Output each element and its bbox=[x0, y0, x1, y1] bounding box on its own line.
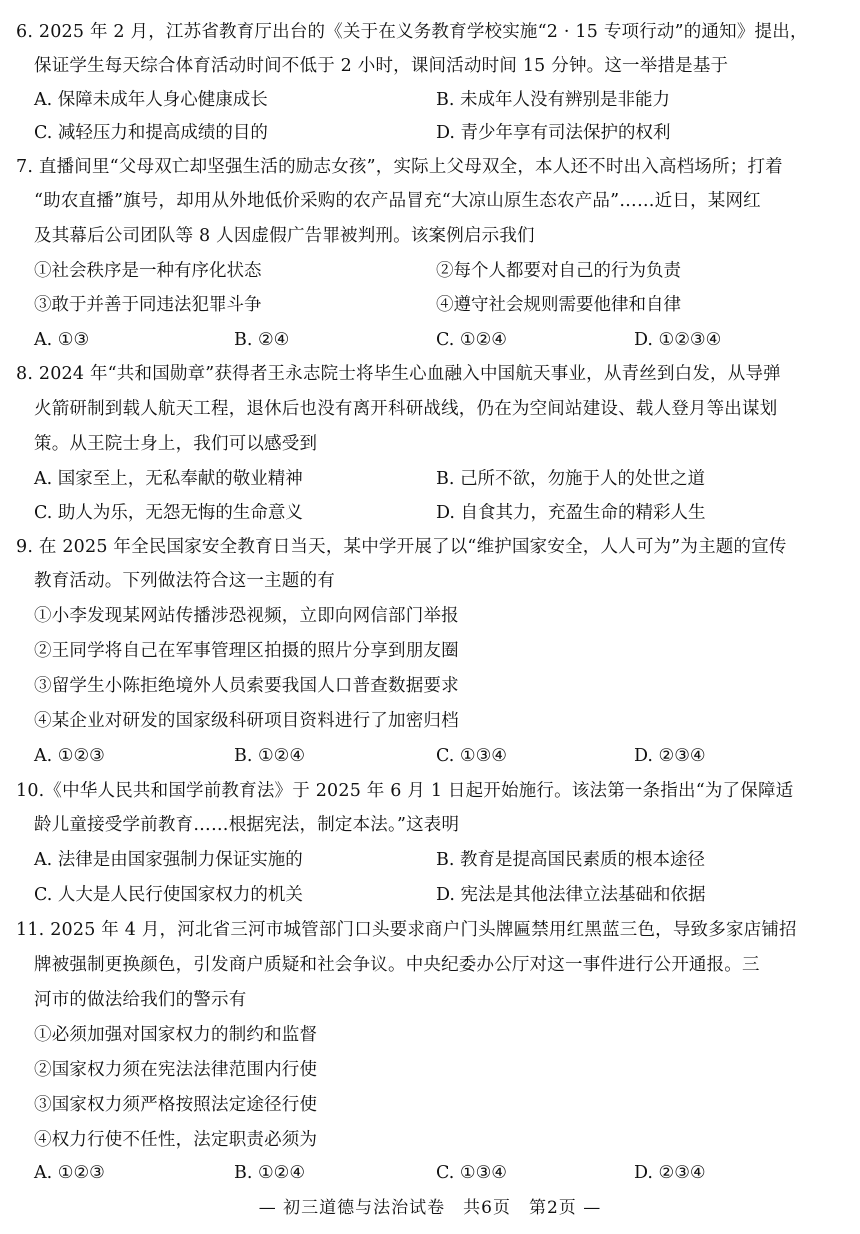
question-11-stem-line-3: 河市的做法给我们的警示有 bbox=[34, 990, 247, 1010]
option-a: A. 保障未成年人身心健康成长 bbox=[34, 90, 268, 110]
question-7-statements-row-2 bbox=[34, 290, 846, 320]
option-b: B. 教育是提高国民素质的根本途径 bbox=[436, 850, 705, 870]
option-c: C. 助人为乐，无怨无悔的生命意义 bbox=[34, 503, 303, 523]
option-c: C. 人大是人民行使国家权力的机关 bbox=[34, 885, 303, 905]
option-a: A. 法律是由国家强制力保证实施的 bbox=[34, 850, 303, 870]
question-7-stem-line-3: 及其幕后公司团队等 8 人因虚假广告罪被判刑。该案例启示我们 bbox=[34, 226, 535, 246]
statement-3: ③国家权力须严格按照法定途径行使 bbox=[34, 1095, 318, 1115]
question-8-stem-line-2: 火箭研制到载人航天工程，退休后也没有离开科研战线，仍在为空间站建设、载人登月等出谋划 bbox=[34, 399, 778, 419]
question-6-options-row-2 bbox=[34, 118, 846, 148]
statement-3: ③留学生小陈拒绝境外人员索要我国人口普查数据要求 bbox=[34, 676, 459, 696]
statement-2: ②每个人都要对自己的行为负责 bbox=[436, 261, 681, 281]
option-c: C. ①③④ bbox=[436, 1163, 507, 1183]
question-6-stem-line-1: 6. 2025 年 2 月，江苏省教育厅出台的《关于在义务教育学校实施“2 · 15 专项行动”的通知》提出， bbox=[16, 22, 808, 42]
question-7-stem-line-2: “助农直播”旗号，却用从外地低价采购的农产品冒充“大凉山原生态农产品”……近日，某网红 bbox=[34, 191, 761, 211]
option-d: D. 青少年享有司法保护的权利 bbox=[436, 123, 671, 143]
option-a: A. 国家至上，无私奉献的敬业精神 bbox=[34, 469, 303, 489]
statement-1: ①必须加强对国家权力的制约和监督 bbox=[34, 1025, 318, 1045]
question-9-stem-line-2: 教育活动。下列做法符合这一主题的有 bbox=[34, 571, 335, 591]
question-10-stem-line-1: 10.《中华人民共和国学前教育法》于 2025 年 6 月 1 日起开始施行。该法第一条指出“为了保障适 bbox=[16, 781, 794, 801]
option-b: B. 未成年人没有辨别是非能力 bbox=[436, 90, 670, 110]
page-footer: — 初三道德与法治试卷 共6页 第2页 — bbox=[258, 1198, 602, 1218]
question-9-stem-line-1: 9. 在 2025 年全民国家安全教育日当天，某中学开展了以“维护国家安全，人人可为”为主题的宣传 bbox=[16, 537, 787, 557]
statement-2: ②王同学将自己在军事管理区拍摄的照片分享到朋友圈 bbox=[34, 641, 459, 661]
option-d: D. ①②③④ bbox=[634, 330, 722, 350]
option-d: D. ②③④ bbox=[634, 746, 706, 766]
option-b: B. ②④ bbox=[234, 330, 290, 350]
question-7-statements-row-1 bbox=[34, 256, 846, 286]
question-10-options-row-1 bbox=[34, 845, 846, 875]
question-7-options-row bbox=[34, 325, 846, 355]
statement-1: ①社会秩序是一种有序化状态 bbox=[34, 261, 262, 281]
statement-1: ①小李发现某网站传播涉恐视频，立即向网信部门举报 bbox=[34, 606, 459, 626]
question-8-options-row-2 bbox=[34, 498, 846, 528]
question-11-stem-line-2: 牌被强制更换颜色，引发商户质疑和社会争议。中央纪委办公厅对这一事件进行公开通报。三 bbox=[34, 955, 760, 975]
question-10-options-row-2 bbox=[34, 880, 846, 910]
option-c: C. ①②④ bbox=[436, 330, 507, 350]
option-b: B. ①②④ bbox=[234, 1163, 306, 1183]
option-c: C. 减轻压力和提高成绩的目的 bbox=[34, 123, 268, 143]
option-c: C. ①③④ bbox=[436, 746, 507, 766]
question-11-stem-line-1: 11. 2025 年 4 月，河北省三河市城管部门口头要求商户门头牌匾禁用红黑蓝三色，导致多家店铺招 bbox=[16, 920, 797, 940]
question-6-stem-line-2: 保证学生每天综合体育活动时间不低于 2 小时，课间活动时间 15 分钟。这一举措是基于 bbox=[34, 56, 729, 76]
option-a: A. ①③ bbox=[34, 330, 90, 350]
question-6-options-row-1 bbox=[34, 85, 846, 115]
question-8-options-row-1 bbox=[34, 464, 846, 494]
question-9-options-row bbox=[34, 741, 846, 771]
question-8-stem-line-1: 8. 2024 年“共和国勋章”获得者王永志院士将毕生心血融入中国航天事业，从青丝到白发，从导弹 bbox=[16, 364, 781, 384]
option-a: A. ①②③ bbox=[34, 746, 105, 766]
question-10-stem-line-2: 龄儿童接受学前教育……根据宪法，制定本法。”这表明 bbox=[34, 815, 460, 835]
question-11-options-row bbox=[34, 1158, 846, 1188]
option-b: B. 己所不欲，勿施于人的处世之道 bbox=[436, 469, 705, 489]
statement-4: ④权力行使不任性，法定职责必须为 bbox=[34, 1130, 318, 1150]
question-8-stem-line-3: 策。从王院士身上，我们可以感受到 bbox=[34, 434, 318, 454]
option-d: D. ②③④ bbox=[634, 1163, 706, 1183]
statement-2: ②国家权力须在宪法法律范围内行使 bbox=[34, 1060, 318, 1080]
statement-4: ④遵守社会规则需要他律和自律 bbox=[436, 295, 681, 315]
option-d: D. 自食其力，充盈生命的精彩人生 bbox=[436, 503, 706, 523]
option-b: B. ①②④ bbox=[234, 746, 306, 766]
option-a: A. ①②③ bbox=[34, 1163, 105, 1183]
statement-4: ④某企业对研发的国家级科研项目资料进行了加密归档 bbox=[34, 711, 459, 731]
option-d: D. 宪法是其他法律立法基础和依据 bbox=[436, 885, 706, 905]
statement-3: ③敢于并善于同违法犯罪斗争 bbox=[34, 295, 262, 315]
question-7-stem-line-1: 7. 直播间里“父母双亡却坚强生活的励志女孩”，实际上父母双全，本人还不时出入高档场所；打着 bbox=[16, 157, 783, 177]
